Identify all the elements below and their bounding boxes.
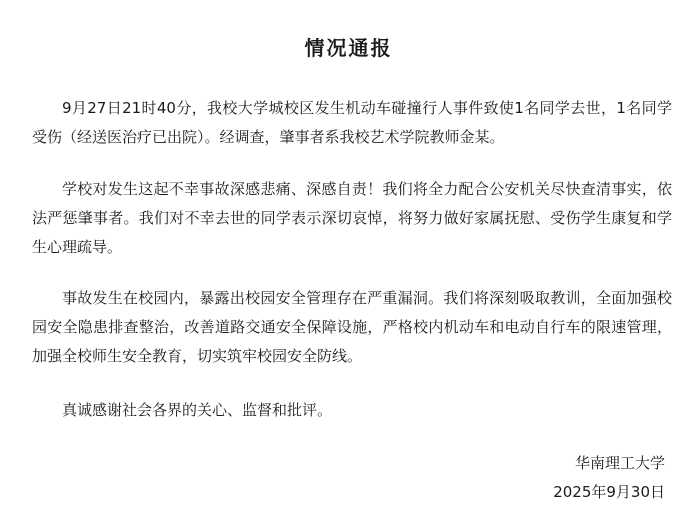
signature-organization: 华南理工大学 (574, 454, 665, 472)
signature-date: 2025年9月30日 (553, 483, 665, 501)
notice-paragraph-4: 真诚感谢社会各界的关心、监督和批评。 (62, 401, 333, 419)
notice-paragraph-1: 9月27日21时40分，我校大学城校区发生机动车碰撞行人事件致使1名同学去世，1名同学受伤（经送医治疗已出院）。经调查，肇事者系我校艺术学院教师金某。 (32, 99, 672, 146)
notice-paragraph-2: 学校对发生这起不幸事故深感悲痛、深感自责！我们将全力配合公安机关尽快查清事实，依法严惩肇事者。我们对不幸去世的同学表示深切哀悼，将努力做好家属抚慰、受伤学生康复和学生心理疏导。 (32, 180, 672, 256)
notice-paragraph-3: 事故发生在校园内，暴露出校园安全管理存在严重漏洞。我们将深刻吸取教训，全面加强校园安全隐患排查整治，改善道路交通安全保障设施，严格校内机动车和电动自行车的限速管理，加强全校师生安全教育，切实筑牢校园安全防线。 (32, 289, 672, 365)
notice-title: 情况通报 (304, 36, 393, 60)
